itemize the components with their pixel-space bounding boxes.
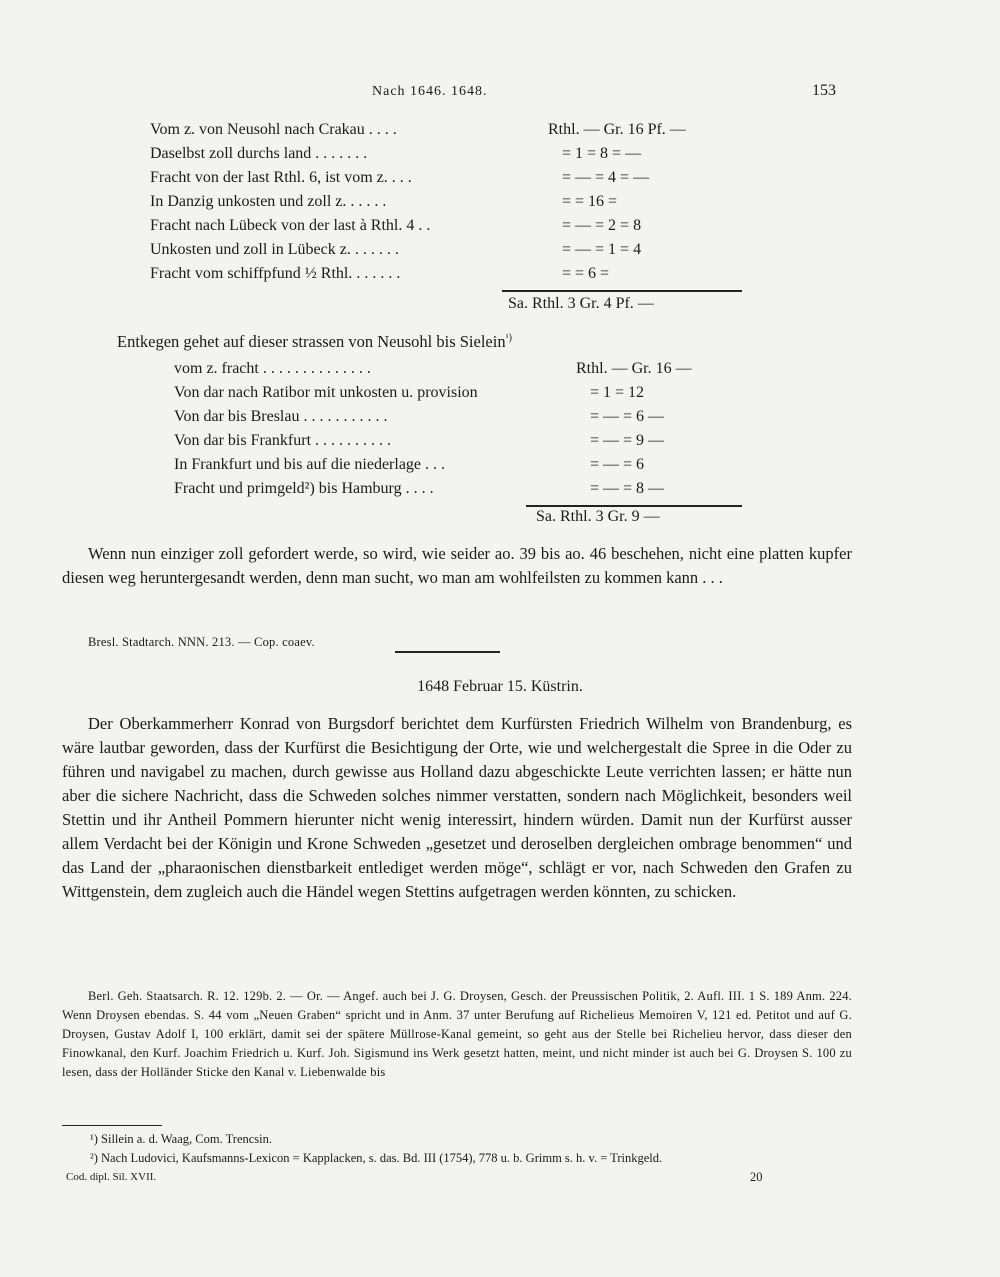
table-row — [150, 357, 750, 381]
row-amounts: = — = 4 = — — [562, 169, 650, 186]
row-amounts: = — = 1 = 4 — [562, 241, 642, 258]
total-amount: Sa. Rthl. 3 Gr. 4 Pf. — — [508, 295, 654, 312]
row-amounts: = — = 9 — — [590, 432, 665, 449]
row-label: Fracht nach Lübeck von der last à Rthl. 4 . . — [150, 217, 431, 234]
row-amounts: = — = 2 = 8 — [562, 217, 642, 234]
intro-line — [117, 330, 817, 354]
paragraph-burgsdorf: Der Oberkammerherr Konrad von Burgsdorf berichtet dem Kurfürsten Friedrich Wilhelm von Brandenburg, es wäre lautbar geworden, dass der Kurfürst die Besichtigung der Orte, wie und welchergestalt die Spree in die Oder zu führen und navigabel zu machen, durch gewisse aus Holland dazu abgeschickte Leute verrichten lassen; er hätte nun aber die sichere Nachricht, dass die Schweden solches nimmer verstatten, sondern nach Möglichkeit, besonders weil Stettin und ihr Antheil Pommern hierunter nicht wenig interessirt, hindern würden. Damit nun der Kurfürst ausser allem Verdacht bei der Königin und Krone Schweden „gesetzet und deroselben dergleichen ombrage benommen“ und das Land der „pharaonischen dienstbarkeit entlediget werden möge“, schlägt er vor, nach Schweden den Grafen zu Wittgenstein, dem zugleich auch die Händel wegen Stettins aufgetragen werden könnten, zu schicken. — [62, 714, 852, 901]
table-row — [150, 262, 750, 286]
table-row — [150, 166, 750, 190]
total-amount: Sa. Rthl. 3 Gr. 9 — — [536, 508, 660, 525]
row-label: Von dar nach Ratibor mit unkosten u. provision — [174, 384, 478, 401]
table-row — [150, 190, 750, 214]
cost-table-hamburg — [150, 357, 750, 529]
row-label: vom z. fracht . . . . . . . . . . . . . . — [174, 360, 371, 377]
row-amounts: = — = 6 — [590, 456, 645, 473]
row-label: Fracht vom schiffpfund ½ Rthl. . . . . . . — [150, 265, 401, 282]
table-row — [150, 453, 750, 477]
row-label: Daselbst zoll durchs land . . . . . . . — [150, 145, 368, 162]
row-label: Fracht von der last Rthl. 6, ist vom z. . . . — [150, 169, 412, 186]
table-row — [150, 214, 750, 238]
table-row — [150, 429, 750, 453]
signature-mark: Cod. dipl. Sil. XVII. — [66, 1171, 157, 1183]
row-label: Von dar bis Breslau . . . . . . . . . . . — [174, 408, 388, 425]
paragraph-copper: Wenn nun einziger zoll gefordert werde, so wird, wie seider ao. 39 bis ao. 46 beschehen, nicht eine platten kupfer diesen weg heruntergesandt werden, denn man sucht, wo man am wohlfeilsten zu kommen kann . . . — [62, 544, 852, 587]
row-amounts: = 1 = 8 = — — [562, 145, 642, 162]
separator-rule — [395, 651, 500, 653]
footnote-ref: ¹) — [505, 332, 512, 344]
sheet-number: 20 — [750, 1170, 763, 1184]
table-row — [150, 477, 750, 501]
row-amounts: = — = 8 — — [590, 480, 665, 497]
table-row — [150, 381, 750, 405]
table-row — [150, 142, 750, 166]
row-amounts: = = 16 = — [562, 193, 618, 210]
footnote-1: ¹) Sillein a. d. Waag, Com. Trencsin. — [90, 1132, 273, 1146]
page-header — [0, 84, 1000, 108]
row-amounts: = — = 6 — — [590, 408, 665, 425]
table-row — [150, 238, 750, 262]
cost-table-crakau — [150, 118, 750, 316]
row-amounts: = 1 = 12 — [590, 384, 645, 401]
page-number: 153 — [812, 82, 836, 99]
total-row — [150, 505, 750, 529]
row-label: Vom z. von Neusohl nach Crakau . . . . — [150, 121, 397, 138]
table-row — [150, 118, 750, 142]
row-label: Unkosten und zoll in Lübeck z. . . . . . . — [150, 241, 399, 258]
source-note-berlin: Berl. Geh. Staatsarch. R. 12. 129b. 2. — Or. — Angef. auch bei J. G. Droysen, Gesch. der Preussischen Politik, 2. Aufl. III. 1 S. 189 Anm. 224. Wenn Droysen ebendas. S. 44 vom „Neuen Graben“ spricht und in Anm. 37 unter Berufung auf Richelieus Memoiren V, 121 ed. Petitot und auf G. Droysen, Gustav Adolf I, 100 erklärt, damit sei der spätere Müllrose-Kanal gemeint, so geht aus der Stelle bei Richelieu hervor, dass dieser den Finowkanal, den Kurf. Joachim Friedrich u. Kurf. Joh. Sigismund ins Werk gesetzt hatten, meint, und nicht minder ist auch bei G. Droysen S. 100 zu lesen, dass der Holländer Sticke den Kanal v. Liebenwalde bis — [62, 989, 852, 1079]
row-amounts: Rthl. — Gr. 16 — — [576, 360, 692, 377]
source-note-breslau: Bresl. Stadtarch. NNN. 213. — Cop. coaev. — [88, 635, 315, 649]
row-label: Fracht und primgeld²) bis Hamburg . . . . — [174, 480, 434, 497]
dateline: 1648 Februar 15. Küstrin. — [417, 678, 583, 695]
row-label: Von dar bis Frankfurt . . . . . . . . . . — [174, 432, 392, 449]
footnote-rule — [62, 1125, 162, 1126]
table-row — [150, 405, 750, 429]
row-amounts: = = 6 = — [562, 265, 610, 282]
total-row — [150, 292, 750, 316]
row-label: In Frankfurt und bis auf die niederlage . . . — [174, 456, 446, 473]
running-head: Nach 1646. 1648. — [372, 84, 488, 99]
footnote-2: ²) Nach Ludovici, Kaufsmanns-Lexicon = Kapplacken, s. das. Bd. III (1754), 778 u. b. Grimm s. h. v. = Trinkgeld. — [90, 1151, 663, 1165]
row-amounts: Rthl. — Gr. 16 Pf. — — [548, 121, 686, 138]
row-label: In Danzig unkosten und zoll z. . . . . . — [150, 193, 387, 210]
intro-text: Entkegen gehet auf dieser strassen von Neusohl bis Sielein — [117, 332, 506, 351]
